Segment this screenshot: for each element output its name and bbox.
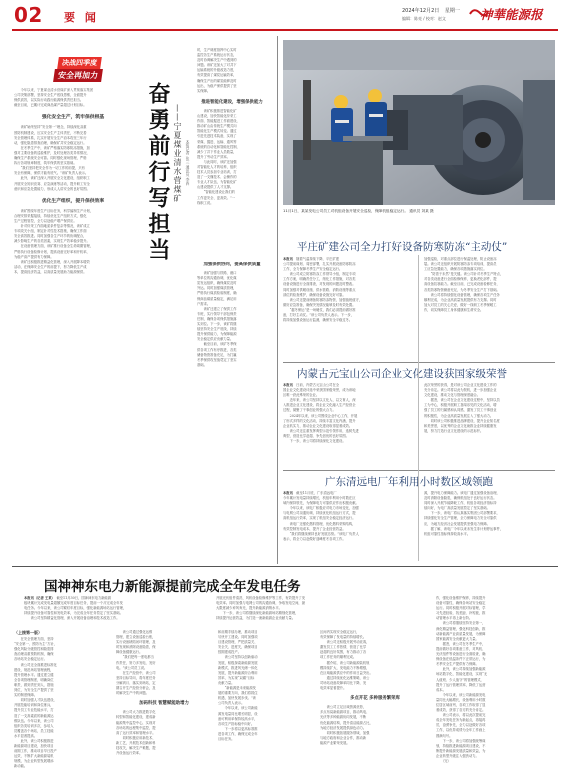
bottom-section-rule bbox=[12, 566, 558, 567]
bottom-col-5: 作，强化设备维护保养，持续提升 设备可靠性，确保各场站安全稳定 运行。同时积极开展对标管理，学 习先进经验，找差距、补短板，推 动管理水平再上新台阶。 该公司将继续坚持安全第一， 深化精益管理，强化科技创新，推 动新能源产业高质量发展，为保障 国家能源安全贡献更大力量。 据悉，该公司在冬季生产中， 提前做好各项准备工作，对风机、 光伏组件等设备进行全面检查，确 保设备在低温条件下正常运行，为 冬季安全生产提供有力保障。 此外，该公司持续加强新能源 场站数字化、智能化建设，实现“无 人值班、少人值守”的管理模式， 提升了运行管理效率，降低了运营 成本。 今年以来，该公司新能源发电 量同比大幅增长，设备利用小时数 位居区域前列，各项工作取得了显 著成效，获得了各方的充分肯定。 该公司表示，将以此次提前完 成全年发电任务为新起点，再接再 厉，奋勇争先，全力以赴做好各项 工作，以优异成绩为全年工作画上 圆满句号。 下一步，该公司将加强统筹谋 划，持续推进新能源项目建设，不 断提升新能源发展质量和效益，为 企业转型升级注入强劲动力。 （完） bbox=[436, 596, 488, 763]
news2-divider bbox=[283, 470, 555, 471]
news3-body-left: 本报讯 截至11月底，广东清远电厂 今年累计发电量持续增长，机组年利用小时数在区 域内保持领先，为保障电力可靠供应作出积极贡献。 今年以来，该电厂积极应对电力市场变化，加强 与电网公司沟通协调，持续优化机组运行方式，提 高机组运行效率，实现了机组安全稳定经济运行。 该电厂还强化燃料管理，优化燃料采购结构， 有效控制发电成本，提升了企业经营效益。 “我们将继续保持良好发展态势。”该电厂负责人 表示，将全力以赴做好迎峰度冬各项工作。 bbox=[283, 491, 359, 541]
bottom-col-3: 和前期手续办理，推动项目 尽快开工建设。同时加强项 目建设管理，严把质量关、 安全关、进度关，确保项目 按期建成投产。 该公司坚持以创新驱动 发展，积极探索新能源发展 新模式，推进风光储一体化 发展，提升新能源综合利用 效率，为实现“双碳”目标 贡献力量。 “新能源是未来能源发 展的重要方向，我们将抓住 机遇，加快发展步伐。”该 公司负责人表示。 今年以来，该公司新能 源发电量同比增长明显，设 备可利用率保持较高水平， 各项生产指标稳中向好。 下一步将以更高标准推 进各项工作，确保完成全年 目标任务。 bbox=[218, 630, 258, 741]
feature-subtitle: ——宁夏煤业清水营煤矿 bbox=[173, 104, 182, 203]
bottom-col-2: 该公司通过强化运维 管理，建立设备巡检台账， 实行设备缺陷闭环管理，及 时发现和消除设备隐患，保 障设备健康运行。 “我们把每一度电都当 作责任，努力多发电、发好 电。”该公司员工说。 在生产经营中，该公司 坚持目标导向，将年度任务 分解到月、落实到场站，定 期召开生产经营分析会，及 时解决生产中的问题。 加码科技 智慧赋能助增力 该公司大力推进数字化 转型和智能化建设，建成新 能源集中监控中心，实现对 各场站的远程集中监控，提 高了运行效率和管理水平。 同时积极应用新技术、 新工艺，开展技术创新和科 技攻关，解决生产难题，提 升设备运行效率。 bbox=[116, 630, 212, 775]
bottom-sub-smart: 加码科技 智慧赋能助增力 bbox=[139, 701, 189, 707]
editor-line: 编辑：陈亮 / 校对：赵文 bbox=[402, 16, 446, 21]
feature-col-3: 加强保供协同，提高保供质量 该矿加强与铁路、港口 等单位的沟通协调，优化煤 炭发运组织，确保煤炭及时 外运。同时加强煤质管理， 严格执行煤质检验制度，确 保商品煤质量稳定，满足用 户需求。 该矿还建立了保供工作 专班，实行领导干部包保责 任制，确保各项保供措施落 实到位。下一步，该矿将继 续坚持安全生产底线，持续 提升保供能力，为保障能源 安全稳定供应贡献力量。 截至目前，该矿冬季保 供各项工作有序推进，各类 储备物资准备充足，为打赢 冬季保供攻坚战奠定了坚实 基础。 bbox=[197, 262, 267, 432]
feature-sub-safety: 强化安全生产，筑牢保供根基 bbox=[41, 115, 105, 121]
campaign-badge-line1: 决战四季度 bbox=[57, 57, 102, 69]
feature-col-1: 今年以来，宁夏煤业清水营煤矿深入贯彻落实集团 公司决策部署，坚持安全生产底线思维，全面提升 保供质效，以实际行动践行能源保供责任担当。 截至目前，已累计完成商品煤产量超过计划目标。 强化安全生产，筑牢保供根基 该矿始终坚持“安全第一”理念，持续深化双重 预防机制建设，压实安全生产主体责任，不断完善 安全管理体系，扎实开展安全生产治本攻坚三年行 动，强化隐患排查治理，确保矿井安全稳定运行。 在冬季生产中，该矿严格落实防寒防冻措施，加 强对主要设备的巡检维护，及时处理各类异常情况， 确保生产系统安全可靠。同时强化现场管理，严格 执行各项规章制度，筑牢保供的坚实基础。 “我们坚持把安全作为一切工作的前提，只有 安全有保障，保供才能有底气。”该矿负责人表示。 此外，该矿还深入开展安全文化建设，组织职工 开展安全知识竞赛、应急演练等活动，提升职工安全 意识和应急处置能力，形成人人讲安全的良好氛围。 优化生产组织，提升保供效率 该矿围绕年度生产目标任务，科学编制生产计划， 合理安排采掘接续，持续优化生产组织方式，强化 生产过程管控，全力以赴稳产增产保供应。 针对综采工作面地质条件复杂等情况，该矿成立 专项攻关小组，制定针对性技术措施，确保工作面 安全高效推进。同时加强各生产环节的协调配合， 减少影响生产的各类因素，实现生产效率稳步提升。 在设备管理方面，该矿推行设备全生命周期管理， 严格执行设备检修计划，提高设备完好率和开机率， 为稳产高产提供有力保障。 该矿还积极推进精益化管理，深入开展降本增效 活动，在保障安全生产的前提下，努力降低生产成 本，提高经济效益，以高质量发展助力能源保供。 bbox=[14, 88, 132, 488]
weekday-text: 星期一 bbox=[444, 8, 460, 14]
date-text: 2024年12月2日 bbox=[402, 8, 440, 14]
bottom-lead-left: 本报讯（记者 王某） 截至11月30日，国神神东电力新能源 板块累计完成发电量超额完成年度目标任务，提前一个月完成全年发 电任务。今年以来，该公司紧盯年度目标，强化新能源场站运行管理， 持续提升设备可靠性和发电效率，为完成全年任务奠定了坚实基础。 该公司坚持精益化管理，深入开展设备治理和技术改造工作。 bbox=[24, 596, 127, 621]
bottom-lead-cont: （上接第一版） bbox=[14, 630, 42, 635]
bottom-col-1: （上接第一版） 在安全管理方面，坚持 “安全第一、预防为主”方针， 强化风险分级管控和隐患排 查治理双重预防机制，确保 各场站安全稳定运行。 该公司还全面推进标准化 建设，规范场站管理流程， 提升管理水平。通过建立健 全各项管理制度，明确岗位 职责，做到责任到人、措施 到位，为安全生产提供了坚 实的制度保障。 同时加强人才队伍建设， 开展技能培训和岗位练兵， 提升员工专业技能水平，打 造了一支高素质的新能源运 维队伍。今年以来，该公司 组织各类培训多次，参培人 员覆盖各个场站，员工技能 水平显著提高。 此外，该公司积极推进 新能源项目建设，加快项目 前期工作，推动项目早日投产 达效，不断扩大新能源装机 规模，为企业转型发展增添 新动能。 bbox=[14, 630, 110, 775]
news1-body-right: 加强巡检，对重点部位进行保温处理，防止设备冻 裂。该公司还组织开展防寒防冻专项培训，提高员 工应急处置能力，确保各项措施落实到位。 “防患于未然”是关键。该公司针对冬季生产特点， 对各类设备进行全面检修保养，更换老化部件，提 高设备抗寒能力。截至目前，已完成设备检修任务， 各类防寒物资储备充足，为冬季安全生产打下基础。 该公司将持续强化设备管理，确保各项生产任务 顺利完成，为企业高质量发展提供有力支撑。同时 加大对员工的关心关爱，做好一线职工冬季保暖工 作，切实保障员工身体健康和生命安全。 bbox=[424, 257, 504, 312]
campaign-badge-line2: 安全再加力 bbox=[53, 69, 103, 82]
news1-body-left: 本报讯 随着气温持续下降，平庄矿建 公司提前谋划、周密部署，扎实开展设备防寒防冻 工作，全力保障冬季生产安全稳定运行。 该公司成立防寒防冻工作领导小组，制定专项 工作方案，明确责任分工，细化工作措施，对各类 设备设施进行全面排查，对发现的问题及时整改。 同时加强对供暖设施、供水管路、消防设施等重点 部位的检查维护，确保设备设施完好可靠。 该公司还提前储备防寒防冻物资，加强值班值守， 做好应急准备，确保突发情况能够及时有效处置。 “越冬保运”是一场硬仗，我们必须提前做好准 备，打好主动仗。”该公司负责人表示。下一步， 将持续加强设备运行监测，确保安全平稳过冬。 bbox=[283, 257, 363, 323]
news1-title: 平庄矿建公司全力打好设备防寒防冻“主动仗” bbox=[297, 241, 508, 253]
bottom-sub-process: 多点开花 多种服务繁荣库 bbox=[350, 696, 400, 702]
news3-title: 广东清远电厂年利用小时数区域领跑 bbox=[325, 476, 493, 488]
feature-sub-optimize: 优化生产组织，提升保供效率 bbox=[41, 198, 105, 204]
issue-date bbox=[402, 7, 460, 14]
machinery-photo-illustration bbox=[283, 40, 555, 205]
feature-sub-smart: 推进智能化建设，增强保供能力 bbox=[201, 99, 263, 105]
news2-body-left: 本报讯 日前，内蒙古元宝山公司在全 国企业文化建设评选中荣获国家级荣誉，成为该地 区唯一获此殊荣的企业。 近年来，该公司坚持以文化人、以文育人，深 入推进企业文化建设，将企业文化融入生产经营全 过程，凝聚了干事创业的强大合力。 2024年以来，该公司围绕企业中心工作，开展 了形式多样的文化活动，持续丰富文化内涵，提升 企业软实力，推动企业文化建设取得显著成效。 该公司还注重发挥典型示范引领作用，选树先进 典型，营造比学赶超、争先创优的良好氛围。 下一步，该公司将持续深化文化建设。 bbox=[283, 383, 359, 444]
campaign-badge bbox=[48, 57, 118, 84]
bottom-byline: 本报讯（记者 王某） bbox=[24, 596, 54, 600]
news3-byline: 本报讯 bbox=[283, 491, 293, 495]
news2-title: 内蒙古元宝山公司企业文化建设获国家级荣誉 bbox=[297, 368, 507, 380]
column-divider bbox=[277, 36, 278, 564]
photo-caption: 11月1日，某某发电公司员工对机组设备开展安全巡检，保障机组稳定运行。 通讯员 刘某 摄 bbox=[283, 209, 434, 213]
masthead-rule bbox=[12, 29, 558, 31]
news3-body-right: 源，提升电力保障能力。该电厂通过加强设备治理， 及时消除设备隐患，确保机组处于良好运行状态。 同时深入开展节能降耗工作，机组各项经济指标持 续向好，为电厂高质量发展奠定了坚实基础。 下一步，该电厂将认真落实集团公司部署要求， 持续强化安全生产管理，全力保障电力安全可靠供 应，为地方经济社会发展提供坚强电力保障。 据了解，该电厂今年以来未发生非计划停运事件， 机组可靠性指标保持较高水平。 bbox=[424, 491, 504, 536]
feature-sub-coordination: 加强保供协同，提高保供质量 bbox=[203, 262, 261, 267]
news2-byline: 本报讯 bbox=[283, 383, 293, 387]
section-name: 要 闻 bbox=[64, 11, 99, 24]
news2-body-right: 此次荣誉的获得，是对该公司企业文化建设工作的 充分肯定。该公司将以此为契机，进一步加强企业 文化建设，推动文化与管理深度融合。 据悉，该公司在企业文化建设过程中，坚持以员 工为中心，积极开展职工喜闻乐见的文化活动，增 强了员工的归属感和认同感，激发了员工干事创业 的积极性，为企业高质量发展注入了强大动力。 同时该公司积极推进品牌建设，提升企业知名度 和美誉度，以优秀的企业文化助推企业持续健康发 展，努力打造行业文化建设的示范标杆。 bbox=[424, 383, 500, 433]
bottom-lead-mid: 开展光伏组件清洗、风机设备检修维护等工作，有效提升了发 电效率。同时加强与电网公司的沟通协调，争取发电空间，最 大限度减少弃风弃光，提升新能源消纳水平。 下一步，该公司将继续深化新能源场站精细化管理， 持续提升运营效益，为打造一流新能源企业贡献力量。 bbox=[216, 596, 306, 621]
page-number: 02 bbox=[14, 3, 43, 27]
feature-title: 奋勇前行写担当 bbox=[145, 82, 171, 264]
bottom-col-4: 区间内实现安全稳定运行， 有效保障了发电量的持续增长。 该公司还积极开展劳动竞赛， 激发员工工作热情，营造了比学 赶超的良好氛围，有力推动了各 项工作任务的顺利完成。 据介绍，该公司新能源装机规 模持续扩大，发电能力不断增强， 在区域能源供应中的作用日益突出。 通过持续优化运维策略，该公 司场站设备故障率同比下降，发 电效率显著提升。 多点开花 多种服务繁荣库 该公司立足区域资源优势， 多点布局新能源项目，推动风电、 光伏等多种能源协同发展，不断 优化能源结构，提升清洁能源占比， 为地方经济发展提供绿色动力。 同时积极拓展服务领域，加强 与地方政府和企业合作，推动新 能源产业繁荣发展。 bbox=[320, 630, 430, 775]
feature-byline: 本报记者 张三 通讯员 李四 bbox=[186, 140, 191, 186]
news-photo bbox=[283, 40, 555, 205]
paper-logo bbox=[468, 5, 556, 23]
news1-divider bbox=[283, 362, 555, 363]
news1-byline: 本报讯 bbox=[283, 257, 293, 261]
paper-name: 神華能源报 bbox=[480, 7, 543, 22]
bottom-headline: 国神神东电力新能源提前完成全年发电任务 bbox=[44, 579, 301, 595]
feature-col-2: 时，生产调度指挥中心实时 监控各生产系统运行状态， 及时协调解决生产中遇到的 问题。该矿还加大了对井下 运输系统的升级改造力度， 有效提高了煤炭运输效率， 确保生产出的煤炭能够及时 运出，为稳产保供提供了坚 实保障。 推进智能化建设，增强保供能力 该矿积极推进智能化矿 山建设，加快智能化综采工 作面、智能掘进工作面建设， 推动矿山由传统生产模式向 智能化生产模式转变。通过 引进先进技术装备，实现了 采煤、掘进、运输、通风等 系统的自动化和智能化控制， 减少了井下作业人员数量， 提升了劳动生产效率。 与此同时，该矿还加强 对智能化人才的培养，组织 技术人员参加专业培训，打 造了一支懂技术、会操作的 专业人才队伍，为智能化矿 山建设提供了人才支撑。 “智能化建设让我们的 工作更安全、更高效。”一 线职工说。 bbox=[197, 48, 267, 258]
